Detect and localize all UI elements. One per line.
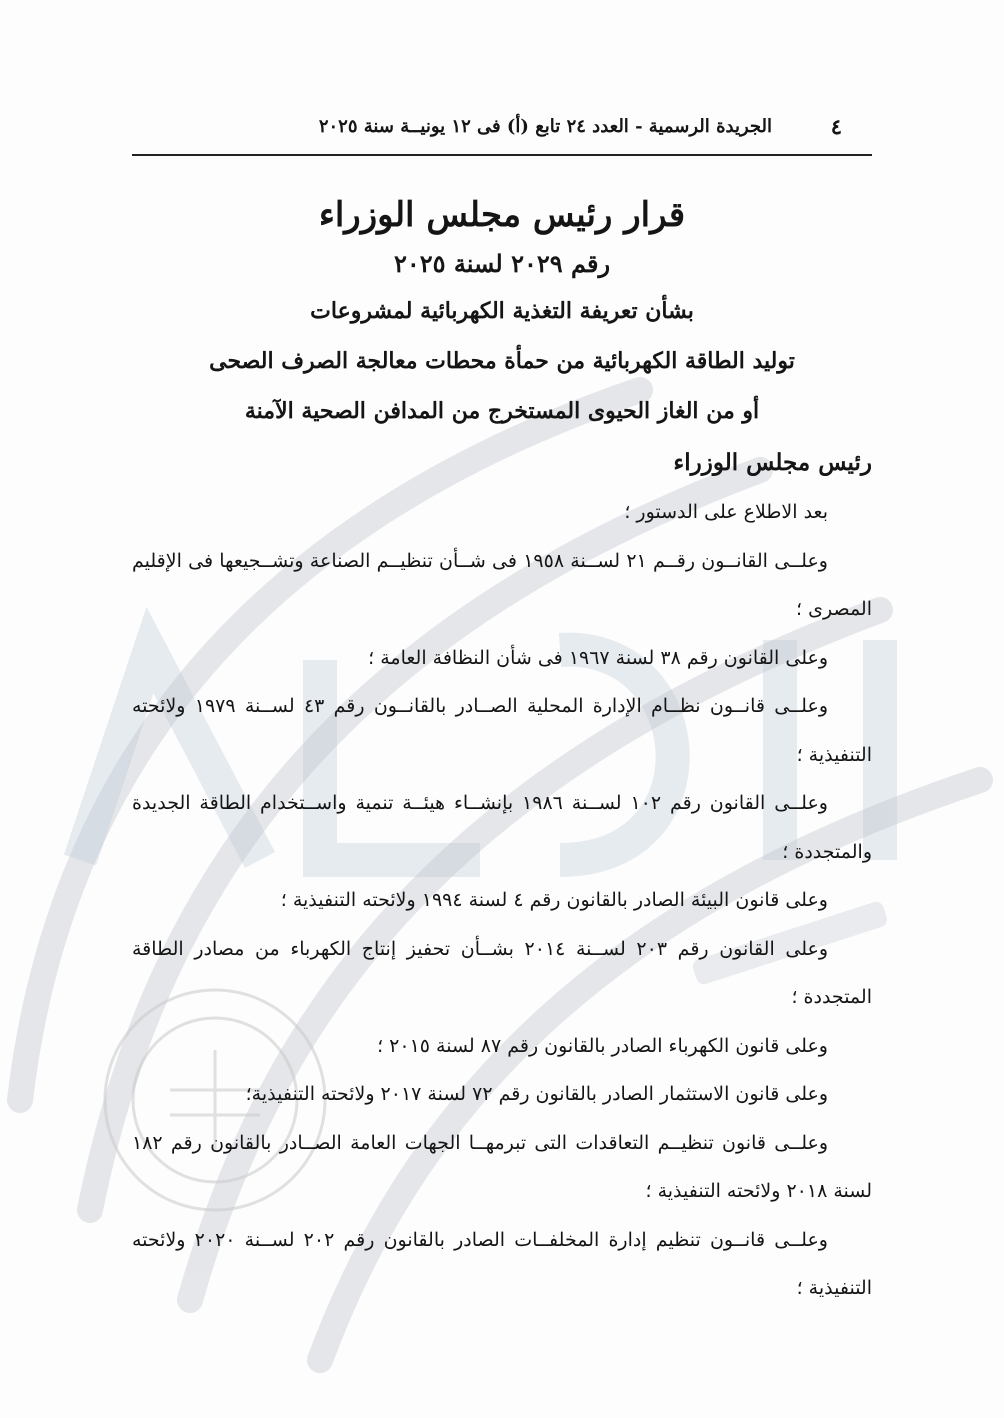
preamble-clause: وعلــى قانون تنظيــم التعاقدات التى تبرمهــا الجهات العامة الصــادر بالقانون رقم ١٨٢ لسنة ٢٠١٨ ولائحته التنفيذية ؛ (132, 1131, 872, 1202)
header-divider (132, 154, 872, 156)
preamble-clause: وعلــى القانون رقم ١٠٢ لســنة ١٩٨٦ بإنشــاء هيئــة تنمية واســتخدام الطاقة الجديدة والمتجددة ؛ (132, 792, 872, 863)
preamble-clause: وعلى القانون رقم ٢٠٣ لســنة ٢٠١٤ بشــأن تحفيز إنتاج الكهرباء من مصادر الطاقة المتجددة ؛ (132, 937, 872, 1008)
preamble-clause: وعلــى قانــون نظــام الإدارة المحلية الصــادر بالقانــون رقم ٤٣ لســنة ١٩٧٩ ولائحته التنفيذية ؛ (132, 695, 872, 766)
preamble-clause: وعلى قانون الاستثمار الصادر بالقانون رقم ٧٢ لسنة ٢٠١٧ ولائحته التنفيذية؛ (245, 1083, 828, 1105)
preamble-clause: وعلى قانون الكهرباء الصادر بالقانون رقم ٨٧ لسنة ٢٠١٥ ؛ (377, 1034, 828, 1057)
page-number: ٤ (830, 114, 842, 139)
decree-subject-line: أو من الغاز الحيوى المستخرج من المدافن الصحية الآمنة (244, 398, 760, 424)
gazette-issue-line: الجريدة الرسمية - العدد ٢٤ تابع (أ) فى ١٢ يونيــة سنة ٢٠٢٥ (318, 116, 772, 137)
preamble-clause: وعلــى القانــون رقــم ٢١ لســنة ١٩٥٨ فى شــأن تنظيــم الصناعة وتشــجيعها فى الإقليم المصرى ؛ (132, 549, 872, 620)
preamble-clause: بعد الاطلاع على الدستور ؛ (624, 501, 828, 523)
decree-title-block (132, 188, 872, 436)
decree-title: قرار رئيس مجلس الوزراء (318, 195, 686, 235)
decree-number: رقم ٢٠٢٩ لسنة ٢٠٢٥ (393, 249, 611, 278)
preamble-clause: وعلــى قانــون تنظيم إدارة المخلفــات الصادر بالقانون رقم ٢٠٢ لســنة ٢٠٢٠ ولائحته التنفيذية ؛ (132, 1228, 872, 1299)
preamble-clause: وعلى قانون البيئة الصادر بالقانون رقم ٤ لسنة ١٩٩٤ ولائحته التنفيذية ؛ (280, 889, 828, 911)
issuer-heading: رئيس مجلس الوزراء (673, 449, 872, 476)
preamble (132, 488, 872, 1313)
gazette-header (132, 112, 872, 152)
decree-subject-line: توليد الطاقة الكهربائية من حمأة محطات معالجة الصرف الصحى (209, 348, 795, 374)
preamble-clause: وعلى القانون رقم ٣٨ لسنة ١٩٦٧ فى شأن النظافة العامة ؛ (368, 646, 828, 669)
decree-subject-line: بشأن تعريفة التغذية الكهربائية لمشروعات (310, 298, 694, 324)
